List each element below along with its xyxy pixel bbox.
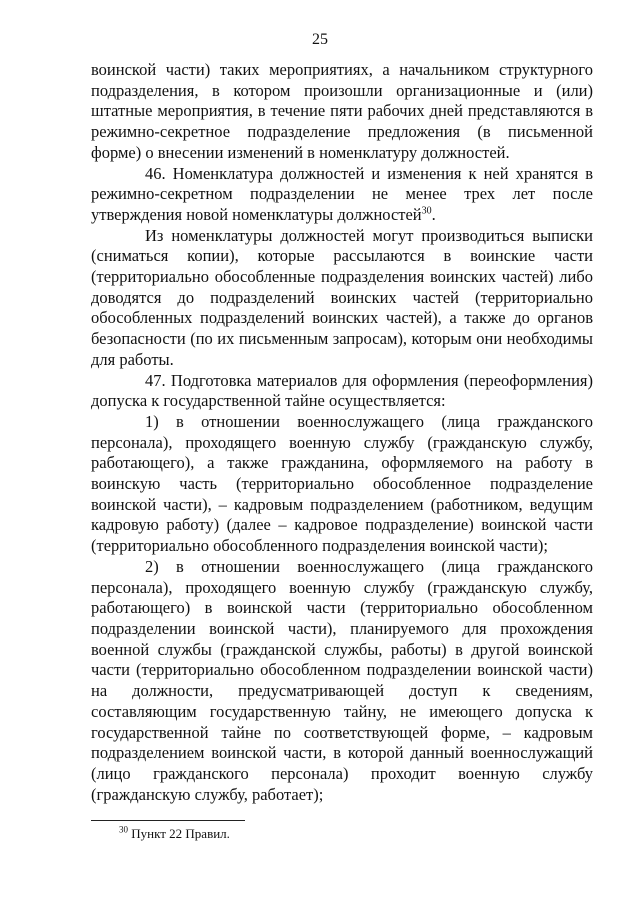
document-body bbox=[91, 60, 593, 805]
paragraph-1: воинской части) таких мероприятиях, а начальником структурного подразделения, в котором произошли организационные и (или) штатные мероприятия, в течение пяти рабочих дней представляются в режимно-секретное подразделение предложения (в письменной форме) о внесении изменений в номенклатуру должностей. bbox=[91, 60, 593, 162]
paragraph-extracts: Из номенклатуры должностей могут производиться выписки (сниматься копии), которые рассылаются в воинские части (территориально обособленные подразделения воинских частей) либо доводятся до подразделений воинских частей (территориально обособленных подразделений воинских частей), а также до органов безопасности (по их письменным запросам), которым они необходимы для работы. bbox=[91, 225, 593, 369]
page-number: 25 bbox=[312, 31, 328, 48]
paragraph-47: 47. Подготовка материалов для оформления (переоформления) допуска к государственной тайне осуществляется: bbox=[91, 370, 593, 411]
paragraph-46: 46. Номенклатура должностей и изменения к ней хранятся в режимно-секретном подразделении не менее трех лет после утверждения новой номенклатуры должностей$^{30}$. bbox=[91, 163, 593, 224]
list-item-2: 2) в отношении военнослужащего (лица гражданского персонала), проходящего военную службу (гражданскую службу, работающего) в воинской части (территориально обособленном подразделении воинской части), планируемого для прохождения военной службы (гражданской службы, работы) в другой воинской части (территориально обособленном подразделении воинской части) на должности, предусматривающей доступ к сведениям, составляющим государственную тайну, не имеющего допуска к государственной тайне по соответствующей форме, – кадровым подразделением воинской части, в которой данный военнослужащий (лицо гражданского персонала) проходит военную службу (гражданскую службу, работает); bbox=[91, 556, 593, 804]
footnote-marker: 30 bbox=[119, 824, 128, 835]
footnote: $^{30}$ Пункт 22 Правил. bbox=[119, 824, 230, 841]
list-item-1: 1) в отношении военнослужащего (лица гражданского персонала), проходящего военную службу (гражданскую службу, работающего), а также гражданина, оформляемого на работу в воинскую часть (территориально обособленное подразделение воинской части), – кадровым подразделением (работником, ведущим кадровую работу) (далее – кадровое подразделение) воинской части (территориально обособленного подразделения воинской части); bbox=[91, 411, 593, 556]
footnote-ref: 30 bbox=[421, 205, 432, 217]
footnote-divider bbox=[91, 820, 245, 821]
